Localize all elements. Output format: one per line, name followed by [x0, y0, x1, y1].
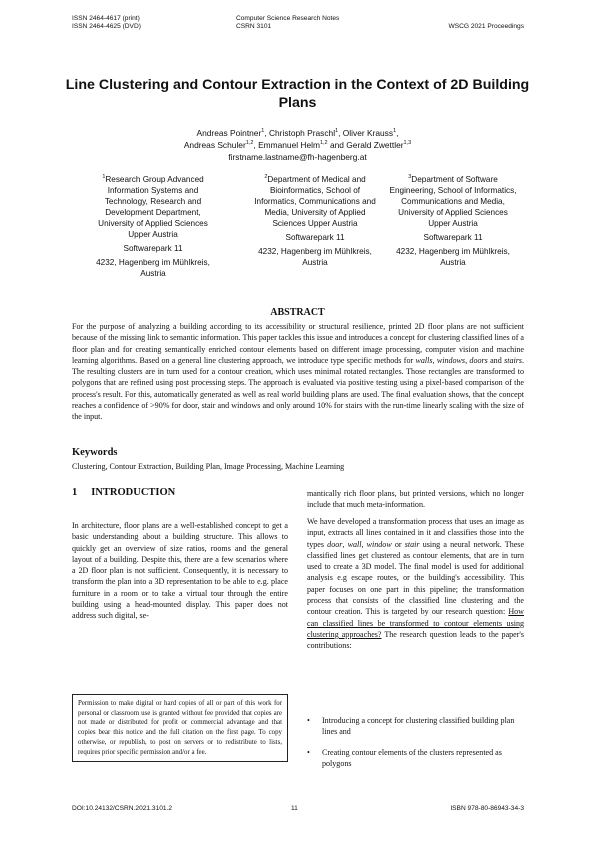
author-name: Gerald Zwettler: [346, 140, 404, 150]
abstract-term: doors: [469, 355, 488, 365]
author-name: Andreas Pointner: [196, 128, 262, 138]
paragraph-text: In architecture, floor plans are a well-established concept to get a basic understanding about a building structure. This allows to quickly get an overview of size ratios, rooms and the general layout of a building. Despite this, there are a few scenarios where a 2D floor plan is not sufficient. Consequently, it is necessary to transform the plan into a 3D representation to be able to e.g. place furniture in a room or to take a virtual tour through the entire building using a head-mounted display. This paper does not address such digital, se-: [72, 521, 288, 621]
affiliation-marker: 3: [408, 174, 412, 180]
intro-left-paragraph: [72, 520, 288, 622]
header-proceedings: WSCG 2021 Proceedings: [448, 23, 524, 30]
affiliation-street: Softwarepark 11: [123, 244, 183, 253]
paragraph-text: using a neural network. These classified lines get clustered as contour elements, that are in turn used to create a 3D model. The final model is used for additional analysis e.g escape routes, or the building's accessibility. This paper focuses on one part in this pipeline; the transformation process that consists of the classified line clustering and the contour creation. This is targeted by our research question:: [307, 539, 525, 617]
affiliation-marker: 2: [264, 174, 268, 180]
author-affiliation-marker: 1,2: [319, 140, 328, 146]
type-separator: ,: [342, 539, 348, 549]
affiliation-name: Department of Software Engineering, School of Informatics, Communications and Media, University of Applied Sciences Upper Austria: [389, 175, 517, 228]
author-line-2: Andreas Schuler$^{1,2}$, Emmanuel Helm$^{1,2}$ and Gerald Zwettler$^{1,3}$: [183, 140, 412, 150]
type-term: door: [327, 539, 343, 549]
author-affiliation-marker: 1: [335, 128, 339, 134]
series-name: Computer Science Research Notes: [236, 15, 340, 22]
paragraph-text: We have developed a transformation process that uses an image as input, extracts all lines contained in it and classifies those into the types: [307, 517, 524, 549]
affiliation-city: 4232, Hagenberg im Mühlkreis, Austria: [396, 247, 510, 267]
keywords-list: Clustering, Contour Extraction, Building Plan, Image Processing, Machine Learning: [72, 462, 345, 471]
type-term: window: [366, 539, 392, 549]
abstract-heading: ABSTRACT: [270, 307, 325, 318]
affiliation-city: 4232, Hagenberg im Mühlkreis, Austria: [258, 247, 372, 267]
paper-title: Line Clustering and Contour Extraction in the Context of 2D Building Plans: [65, 77, 530, 111]
footer-doi: DOI:10.24132/CSRN.2021.3101.2: [72, 805, 173, 812]
affiliation-street: Softwarepark 11: [423, 233, 483, 242]
keywords-heading: Keywords: [72, 447, 118, 458]
author-affiliation-marker: 1: [393, 128, 397, 134]
author-affiliation-marker: 1,2: [245, 140, 254, 146]
author-name: Oliver Krauss: [342, 128, 394, 138]
affiliation-3: [389, 174, 517, 271]
section-title: INTRODUCTION: [91, 487, 176, 498]
affiliation-city: 4232, Hagenberg im Mühlkreis, Austria: [96, 258, 210, 278]
type-term: wall: [347, 539, 362, 549]
list-item: [307, 747, 524, 770]
abstract-separator: ,: [432, 355, 437, 365]
bullet-icon: •: [307, 747, 310, 757]
type-separator: or: [391, 539, 405, 549]
author-affiliation-marker: 1,3: [403, 140, 412, 146]
page-number: 11: [291, 805, 298, 812]
list-item-text: Introducing a concept for clustering classified building plan lines and: [322, 716, 515, 737]
research-question: How can classified lines be transformed to contour elements using clustering approaches?: [307, 607, 524, 639]
author-block: [60, 127, 535, 163]
paragraph-text: The research question leads to the paper's contributions:: [307, 629, 524, 651]
abstract-term: stairs: [504, 355, 522, 365]
footer-isbn: ISBN 978-80-86943-34-3: [450, 805, 524, 812]
abstract-text-part: For the purpose of analyzing a building according to its accessibility or structural resilience, printed 2D floor plans are not sufficient because of the missing link to semantic information. This paper tackles this issue and introduces a concept for clustering classified lines of a floor plan and for creating semantically enriched contour elements based on different image processing, computer vision and machine learning algorithms. Based on a general line clustering approach, we introduce type specific methods for: [72, 322, 524, 365]
issn-dvd: ISSN 2464-4625 (DVD): [72, 23, 141, 30]
affiliation-name: Research Group Advanced Information Systems and Technology, Research and Development Department, University of Applied Sciences Upper Austria: [98, 175, 208, 239]
bullet-icon: •: [307, 716, 310, 725]
affiliation-street: Softwarepark 11: [285, 233, 345, 242]
affiliation-2: [251, 174, 379, 271]
affiliation-marker: 1: [102, 174, 106, 180]
section-heading: [72, 487, 175, 498]
abstract-separator: ,: [465, 355, 470, 365]
author-name: Christoph Praschl: [268, 128, 336, 138]
author-name: Emmanuel Helm: [258, 140, 320, 150]
type-term: stair: [404, 539, 420, 549]
section-number: 1: [72, 487, 78, 498]
list-item: [307, 715, 524, 738]
abstract-body: [72, 321, 524, 423]
intro-right-paragraph-2: [307, 516, 524, 652]
paragraph-text: mantically rich floor plans, but printed versions, which no longer include that much meta-information.: [307, 489, 524, 510]
permission-notice: Permission to make digital or hard copies of all or part of this work for personal or classroom use is granted without fee provided that copies are not made or distributed for profit or commercial advantage and that copies bear this notice and the full citation on the first page. To copy otherwise, or republish, to post on servers or to redistribute to lists, requires prior specific permission and/or a fee.: [72, 694, 288, 762]
affiliation-name: Department of Medical and Bioinformatics, School of Informatics, Communications and Media, University of Applied Sciences Upper Austria: [254, 175, 376, 228]
contributions-list: [307, 715, 524, 778]
abstract-term: windows: [436, 355, 466, 365]
affiliation-1: [89, 174, 217, 282]
abstract-text-part: . The resulting clusters are in turn used for a contour creation, which uses minimal rotated rectangles. Those rectangles are transformed to polygons that are refined using post processing steps. The approach is evaluated via positive testing using a pixel-based comparison of the process's result. For this, automatically generated as well as real world building plans are used. The final evaluation shows, that the concept reaches a confidence of >90% for door, stair and windows and only around 10% for stairs with the run-time linearly scaling with the size of the input.: [72, 355, 524, 422]
header-issn: [72, 15, 141, 31]
author-email: firstname.lastname@fh-hagenberg.at: [228, 152, 367, 162]
author-name: Andreas Schuler: [183, 140, 246, 150]
intro-right-paragraph-1: [307, 488, 524, 511]
list-item-text: Creating contour elements of the clusters represented as polygons: [322, 747, 502, 768]
issn-print: ISSN 2464-4617 (print): [72, 15, 140, 22]
author-affiliation-marker: 1: [261, 128, 265, 134]
abstract-separator: and: [487, 355, 505, 365]
type-separator: ,: [361, 539, 367, 549]
author-line-1: Andreas Pointner$^1$, Christoph Praschl$^1$, Oliver Krauss$^1$,: [196, 128, 399, 138]
header-series: [236, 15, 339, 31]
abstract-term: walls: [415, 355, 433, 365]
csrn-number: CSRN 3101: [236, 23, 272, 30]
